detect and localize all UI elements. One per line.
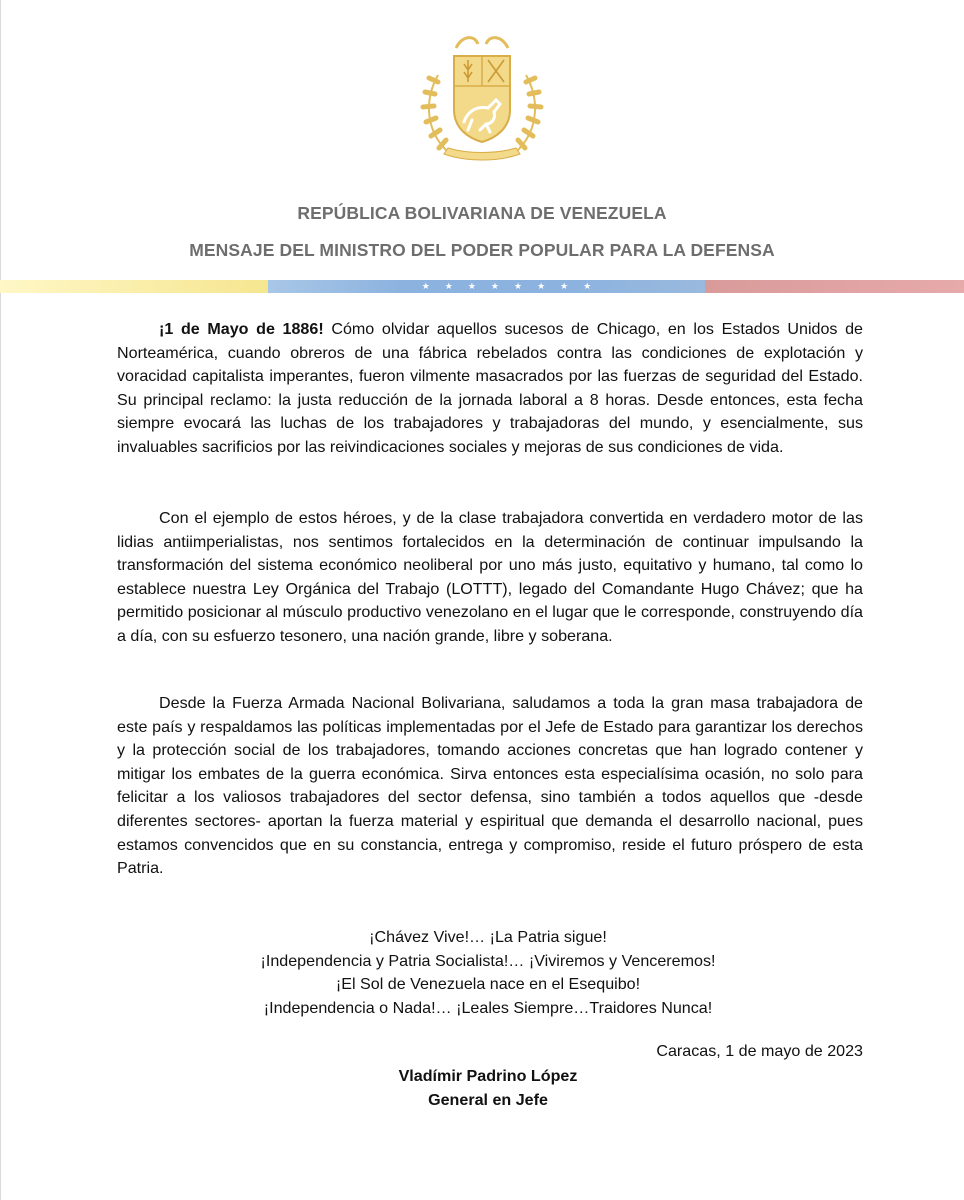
place-date: Caracas, 1 de mayo de 2023	[656, 1042, 863, 1060]
flag-blue-stripe	[268, 280, 705, 293]
star-icon: ★	[467, 282, 476, 292]
paragraph-1	[117, 318, 863, 460]
paragraph-2-text: Con el ejemplo de estos héroes, y de la clase trabajadora convertida en verdadero motor de las lidias antiimperialistas, nos sentimos fortalecidos en la determinación de continuar impulsando la transformación del sistema económico neoliberal por uno más justo, equitativo y humano, tal como lo establece nuestra Ley Orgánica del Trabajo (LOTTT), legado del Comandante Hugo Chávez; que ha permitido posicionar al músculo productivo venezolano en el lugar que le corresponde, construyendo día a día, con su esfuerzo tesonero, una nación grande, libre y soberana.	[117, 509, 863, 645]
flag-band	[0, 280, 964, 293]
star-icon: ★	[537, 282, 546, 292]
star-icon: ★	[583, 282, 592, 292]
coat-of-arms-icon	[416, 30, 548, 165]
slogan-line: ¡El Sol de Venezuela nace en el Esequibo!	[335, 975, 641, 994]
flag-yellow-stripe	[0, 280, 268, 293]
paragraph-1-lead: ¡1 de Mayo de 1886!	[159, 320, 324, 338]
paragraph-3-text: Desde la Fuerza Armada Nacional Bolivariana, saludamos a toda la gran masa trabajadora de este país y respaldamos las políticas implementadas por el Jefe de Estado para garantizar los derechos y la protección social de los trabajadores, tomando acciones concretas que han logrado contener y mitigar los embates de la guerra económica. Sirva entonces esta especialísima ocasión, no solo para felicitar a los valiosos trabajadores del sector defensa, sino también a todos aquellos que -desde diferentes sectores- aportan la fuerza material y espiritual que demanda el desarrollo nacional, pues estamos convencidos que en su constancia, entrega y compromiso, reside el futuro próspero de esta Patria.	[117, 694, 863, 878]
paragraph-1-text: Cómo olvidar aquellos sucesos de Chicago, en los Estados Unidos de Norteamérica, cuando obreros de una fábrica rebelados contra las condiciones de explotación y voracidad capitalista imperantes, fueron vilmente masacrados por las fuerzas de seguridad del Estado. Su principal reclamo: la justa reducción de la jornada laboral a 8 horas. Desde entonces, esta fecha siempre evocará las luchas de los trabajadores y trabajadoras del mundo, y esencialmente, sus invaluables sacrificios por las reivindicaciones sociales y mejoras de sus condiciones de vida.	[117, 320, 864, 456]
signer-rank: General en Jefe	[428, 1091, 548, 1109]
slogan-line: ¡Independencia y Patria Socialista!… ¡Viviremos y Venceremos!	[260, 951, 716, 970]
star-icon: ★	[421, 282, 430, 292]
slogan-line: ¡Chávez Vive!… ¡La Patria sigue!	[369, 928, 607, 946]
flag-red-stripe	[705, 280, 964, 293]
paragraph-3	[117, 692, 863, 881]
signer-name: Vladímir Padrino López	[398, 1067, 578, 1085]
star-icon: ★	[514, 282, 523, 292]
header-ministry: MENSAJE DEL MINISTRO DEL PODER POPULAR PARA LA DEFENSA	[189, 240, 775, 260]
star-icon: ★	[444, 282, 453, 292]
star-icon: ★	[490, 282, 499, 292]
header-country: REPÚBLICA BOLIVARIANA DE VENEZUELA	[297, 203, 667, 223]
slogans	[0, 926, 964, 1020]
flag-stars	[422, 283, 592, 292]
slogan-line: ¡Independencia o Nada!… ¡Leales Siempre…Traidores Nunca!	[263, 998, 713, 1017]
paragraph-2	[117, 507, 863, 649]
star-icon: ★	[560, 282, 569, 292]
